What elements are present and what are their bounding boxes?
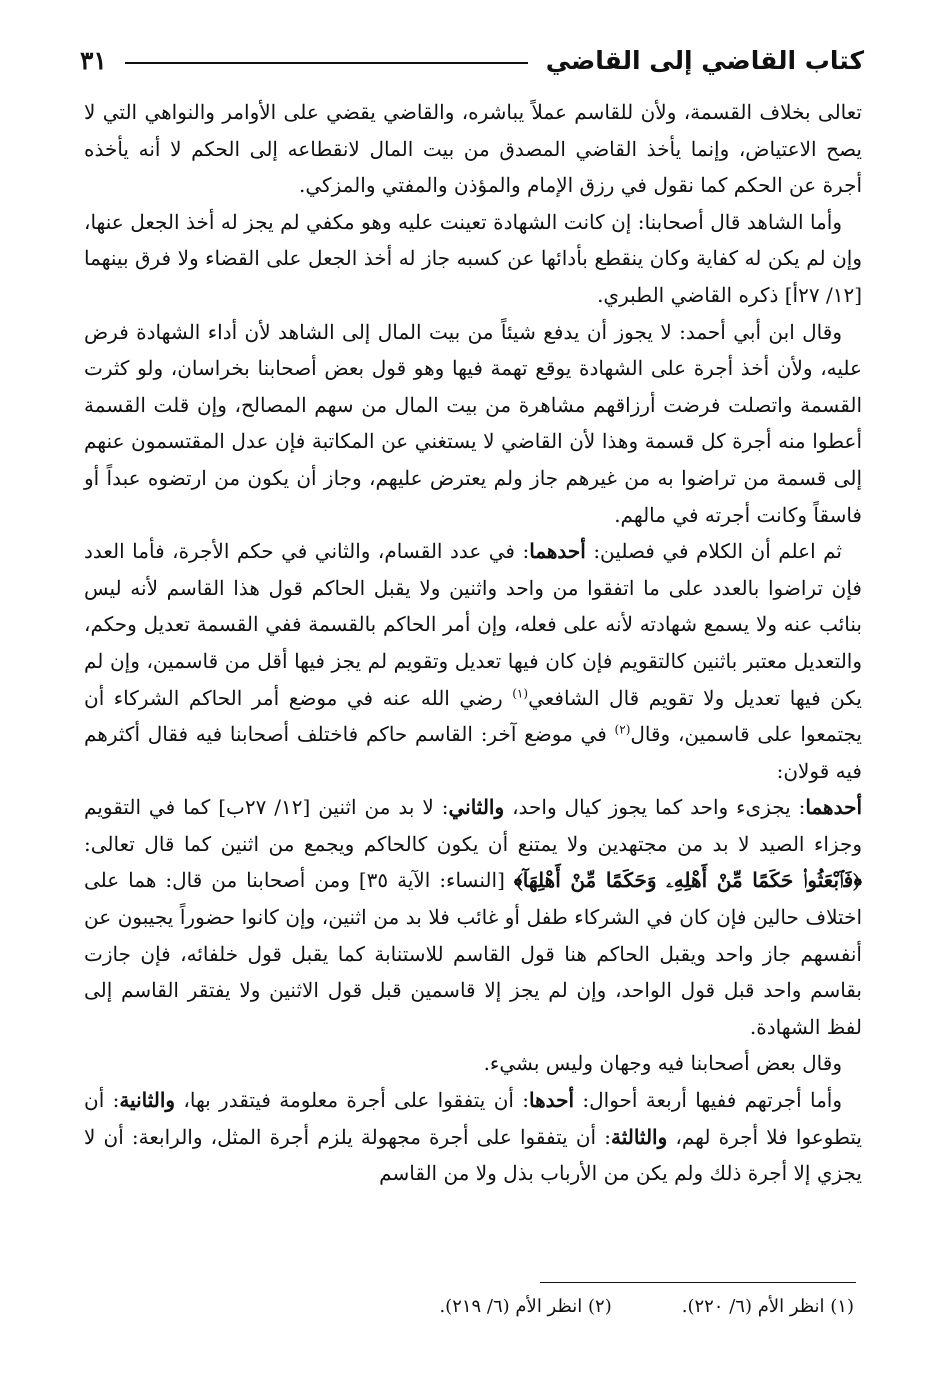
main-text — [84, 94, 862, 1192]
page-number: ٣١ — [80, 45, 107, 75]
quran-verse: ﴿فَٱبْعَثُوا۟ حَكَمًا مِّنْ أَهْلِهِۦ وَحَكَمًا مِّنْ أَهْلِهَآ﴾ — [513, 868, 863, 893]
text-run: ثم اعلم أن الكلام في فصلين: — [585, 539, 843, 564]
text-run: : أن يتفقوا على أجرة مجهولة يلزم أجرة المثل، والرابعة: أن لا يجزي إلا أجرة ذلك ولم يكن من الأرباب بذل ولا من القاسم — [84, 1124, 862, 1186]
paragraph-2: وأما الشاهد قال أصحابنا: إن كانت الشهادة تعينت عليه وهو مكفي لم يجز له أخذ الجعل عنها، وإن لم يكن له كفاية وكان ينقطع بأدائها عن كسبه جاز له أخذ الجعل على القضاء ولا فرق بينهما [١٢/ ٢٧أ] ذكره القاضي الطبري. — [84, 209, 862, 307]
bold-term: والثانية — [119, 1088, 176, 1113]
bold-term: أحدهما — [529, 539, 586, 564]
page-header — [80, 38, 864, 82]
footnote-1: (١) انظر الأم (٦/ ٢٢٠). — [681, 1296, 854, 1317]
text-run: [النساء: الآية ٣٥] ومن أصحابنا من قال: هما على اختلاف حالين فإن كان في الشركاء طفل أو غائب فلا بد من اثنين، وإن كانوا حضوراً يجيبون عن أنفسهم جاز واحد ويقبل الحاكم هنا قول القاسم للاستنابة كما يقبل قول خلفائه، فإن جازت بقاسم واحد قبل قول الواحد، وإن لم يجز إلا قاسمين قبل قول الاثنين ولا يفتقر القاسم إلى لفظ الشهادة. — [84, 868, 862, 1039]
paragraph-7 — [84, 1082, 862, 1192]
paragraph-1: تعالى بخلاف القسمة، ولأن للقاسم عملاً يباشره، والقاضي يقضي على الأوامر والنواهي التي لا يصح الاعتياض، وإنما يأخذ القاضي المصدق من بيت المال لانقطاعه إلى الحكم لا أنه يأخذه أجرة عن الحكم كما نقول في رزق الإمام والمؤذن والمفتي والمزكي. — [84, 100, 862, 198]
header-rule — [125, 62, 528, 64]
text-run: : لا بد من اثنين [١٢/ ٢٧ب] كما في التقويم وجزاء الصيد لا بد من مجتهدين ولا يمتنع أن يكون كالحاكم ويجمع من اثنين كما قال تعالى: — [84, 795, 862, 856]
text-run: : أن يتطوعوا فلا أجرة لهم، — [84, 1088, 862, 1149]
text-run: في موضع آخر: القاسم حاكم فاختلف أصحابنا فيه فقال أكثرهم فيه قولان: — [84, 722, 862, 783]
text-run: : في عدد القسام، والثاني في حكم الأجرة، فأما العدد فإن تراضوا بالعدد على ما اتفقوا من واحد واثنين ولا يقبل الحاكم قول هذا القاسم لأنه ليس بنائب عنه ولا يسمع شهادته لأنه على فعله، وإن أمر الحاكم بالقسمة ففي القسمة تعديل وحكم، والتعديل معتبر باثنين كالتقويم فإن كان فيها تعديل وتقويم لم يجز فيها أقل من قاسمين، وإن لم يكن فيها تعديل ولا تقويم قال الشافعي — [84, 539, 863, 710]
text-run: : أن يتفقوا على أجرة معلومة فيتقدر بها، — [175, 1088, 529, 1113]
paragraph-4 — [84, 533, 862, 789]
book-title: كتاب القاضي إلى القاضي — [545, 45, 864, 75]
paragraph-6: وقال بعض أصحابنا فيه وجهان وليس بشيء. — [483, 1051, 842, 1076]
footnotes — [240, 1292, 854, 1322]
footnote-2: (٢) انظر الأم (٦/ ٢١٩). — [439, 1296, 612, 1317]
text-run: رضي الله عنه في موضع أمر الحاكم الشركاء أن يجتمعوا على قاسمين، وقال — [84, 685, 862, 747]
text-run: : يجزىء واحد كما يجوز كيال واحد، — [504, 795, 806, 820]
bold-term: والثالثة — [610, 1124, 668, 1149]
footnote-ref-2[interactable]: (٢) — [614, 722, 631, 737]
bold-term: أحدها — [529, 1088, 575, 1113]
paragraph-3: وقال ابن أبي أحمد: لا يجوز أن يدفع شيئاً من بيت المال إلى الشاهد لأن أداء الشهادة فرض عليه، ولأن أخذ أجرة على الشهادة يوقع تهمة فيها وهو قول بعض أصحابنا بخراسان، ولو كثرت القسمة واتصلت فرضت أرزاقهم مشاهرة من بيت المال من سهم المصالح، وإن قلت القسمة أعطوا منه أجرة كل قسمة وهذا لأن القاضي لا يستغني عن المكاتبة فإن عدل المقتسمون عنهم إلى قسمة من تراضوا به من غيرهم جاز ولم يعترض عليهم، وجاز أن يكون من ارتضوه عبداً أو فاسقاً وكانت أجرته في مالهم. — [84, 319, 862, 527]
bold-term: والثاني — [448, 795, 505, 820]
text-run: وأما أجرتهم ففيها أربعة أحوال: — [574, 1088, 842, 1113]
paragraph-5 — [84, 789, 862, 1045]
footnote-ref-1[interactable]: (١) — [512, 685, 529, 700]
footnote-divider — [540, 1282, 856, 1283]
bold-term: أحدهما — [805, 795, 862, 820]
